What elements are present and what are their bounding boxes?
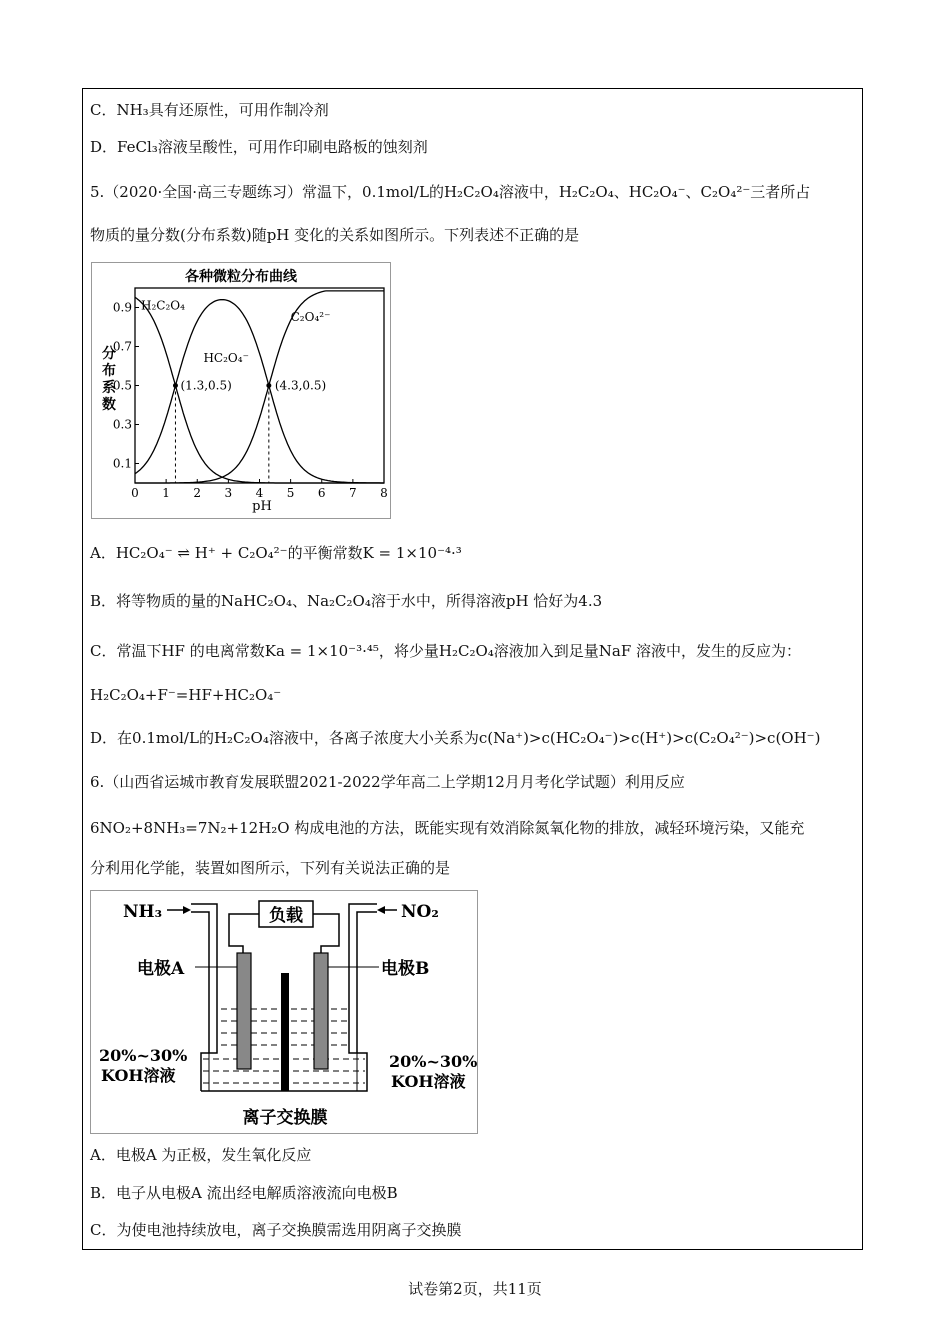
plot-frame <box>135 288 384 483</box>
q5-option-b: B．将等物质的量的NaHC₂O₄、Na₂C₂O₄溶于水中，所得溶液pH 恰好为4.3 <box>90 592 603 610</box>
y-label-char-3: 系 <box>102 380 116 396</box>
q5-option-d: D．在0.1mol/L的H₂C₂O₄溶液中，各离子浓度大小关系为c(Na⁺)>c(HC₂O₄⁻)>c(H⁺)>c(C₂O₄²⁻)>c(OH⁻) <box>90 729 821 747</box>
wire-left <box>229 914 259 953</box>
q6-stem-line1: 6.（山西省运城市教育发展联盟2021-2022学年高二上学期12月月考化学试题）利用反应 <box>90 773 685 791</box>
q5-option-c-line2: H₂C₂O₄+F⁻=HF+HC₂O₄⁻ <box>90 686 282 704</box>
x-axis-label: pH <box>252 499 272 514</box>
y-tick-label: 0.9 <box>112 300 132 315</box>
q5-stem-line2: 物质的量分数(分布系数)随pH 变化的关系如图所示。下列表述不正确的是 <box>90 226 580 244</box>
x-tick-label: 4 <box>255 486 264 500</box>
x-tick-label: 2 <box>193 486 202 500</box>
c2o4-curve <box>135 291 384 483</box>
chart-title: 各种微粒分布曲线 <box>185 269 297 285</box>
page-footer: 试卷第2页，共11页 <box>408 1280 542 1298</box>
x-tick-label: 6 <box>317 486 326 500</box>
prev-option-c: C．NH₃具有还原性，可用作制冷剂 <box>90 101 329 119</box>
q6-option-b: B．电子从电极A 流出经电解质溶液流向电极B <box>90 1184 398 1202</box>
distribution-chart <box>91 262 391 519</box>
y-label-char-1: 分 <box>102 346 116 362</box>
electrode-a-label: 电极A <box>137 959 185 979</box>
q5-option-a: A．HC₂O₄⁻ ⇌ H⁺ + C₂O₄²⁻的平衡常数K = 1×10⁻⁴·³ <box>90 544 462 562</box>
pka-point <box>266 383 271 388</box>
no2-label: NO₂ <box>401 902 439 922</box>
load-label: 负载 <box>269 906 303 926</box>
electrode-b-label: 电极B <box>381 959 430 979</box>
x-tick-label: 1 <box>162 486 170 500</box>
annotation-pka1: (1.3,0.5) <box>180 378 232 393</box>
wire-right <box>313 914 339 953</box>
y-tick-label: 0.3 <box>112 417 132 432</box>
pka-point <box>173 383 178 388</box>
y-tick-label: 0.5 <box>112 378 132 393</box>
koh-right-name: KOH溶液 <box>391 1072 466 1091</box>
electrode-a <box>237 953 251 1069</box>
battery-diagram-svg <box>91 891 477 1133</box>
series-label-c2o4: C₂O₄²⁻ <box>290 310 331 325</box>
prev-option-d: D．FeCl₃溶液呈酸性，可用作印刷电路板的蚀刻剂 <box>90 138 428 156</box>
x-tick-label: 5 <box>286 486 295 500</box>
q6-option-a: A．电极A 为正极，发生氧化反应 <box>90 1146 312 1164</box>
plot-area <box>113 288 388 500</box>
left-inlet-tube <box>191 904 217 1053</box>
right-inlet-tube <box>349 904 377 1053</box>
koh-right-concentration: 20%~30% <box>389 1052 477 1071</box>
q6-stem-line3: 分利用化学能，装置如图所示，下列有关说法正确的是 <box>90 859 451 877</box>
x-tick-label: 7 <box>349 486 357 500</box>
nh3-label: NH₃ <box>123 902 163 922</box>
koh-left-name: KOH溶液 <box>101 1066 176 1085</box>
h2c2o4-curve <box>135 297 384 483</box>
x-tick-label: 3 <box>224 486 233 500</box>
battery-diagram <box>90 890 478 1134</box>
y-tick-label: 0.7 <box>112 339 132 354</box>
hc2o4-curve <box>135 300 384 483</box>
q5-stem-line1: 5.（2020·全国·高三专题练习）常温下，0.1mol/L的H₂C₂O₄溶液中，H₂C₂O₄、HC₂O₄⁻、C₂O₄²⁻三者所占 <box>90 183 811 201</box>
q6-option-c: C．为使电池持续放电，离子交换膜需选用阴离子交换膜 <box>90 1221 462 1239</box>
series-label-hc2o4: HC₂O₄⁻ <box>203 351 249 366</box>
x-tick-label: 8 <box>380 486 388 500</box>
annotation-pka2: (4.3,0.5) <box>274 378 327 393</box>
x-tick-label: 0 <box>131 486 139 500</box>
q6-stem-line2: 6NO₂+8NH₃=7N₂+12H₂O 构成电池的方法，既能实现有效消除氮氧化物的排放，减轻环境污染，又能充 <box>90 819 805 837</box>
y-label-char-2: 布 <box>102 363 116 379</box>
membrane-label: 离子交换膜 <box>242 1108 328 1128</box>
nh3-arrowhead <box>183 906 191 914</box>
ion-exchange-membrane <box>281 973 289 1091</box>
y-tick-label: 0.1 <box>112 456 132 471</box>
no2-arrowhead <box>377 906 385 914</box>
q5-option-c-line1: C．常温下HF 的电离常数Ka = 1×10⁻³·⁴⁵，将少量H₂C₂O₄溶液加入到足量NaF 溶液中，发生的反应为： <box>90 642 802 660</box>
y-label-char-4: 数 <box>102 397 116 413</box>
series-label-h2c2o4: H₂C₂O₄ <box>141 298 185 313</box>
electrode-b <box>314 953 328 1069</box>
koh-left-concentration: 20%~30% <box>99 1046 188 1065</box>
distribution-chart-svg <box>92 263 390 518</box>
